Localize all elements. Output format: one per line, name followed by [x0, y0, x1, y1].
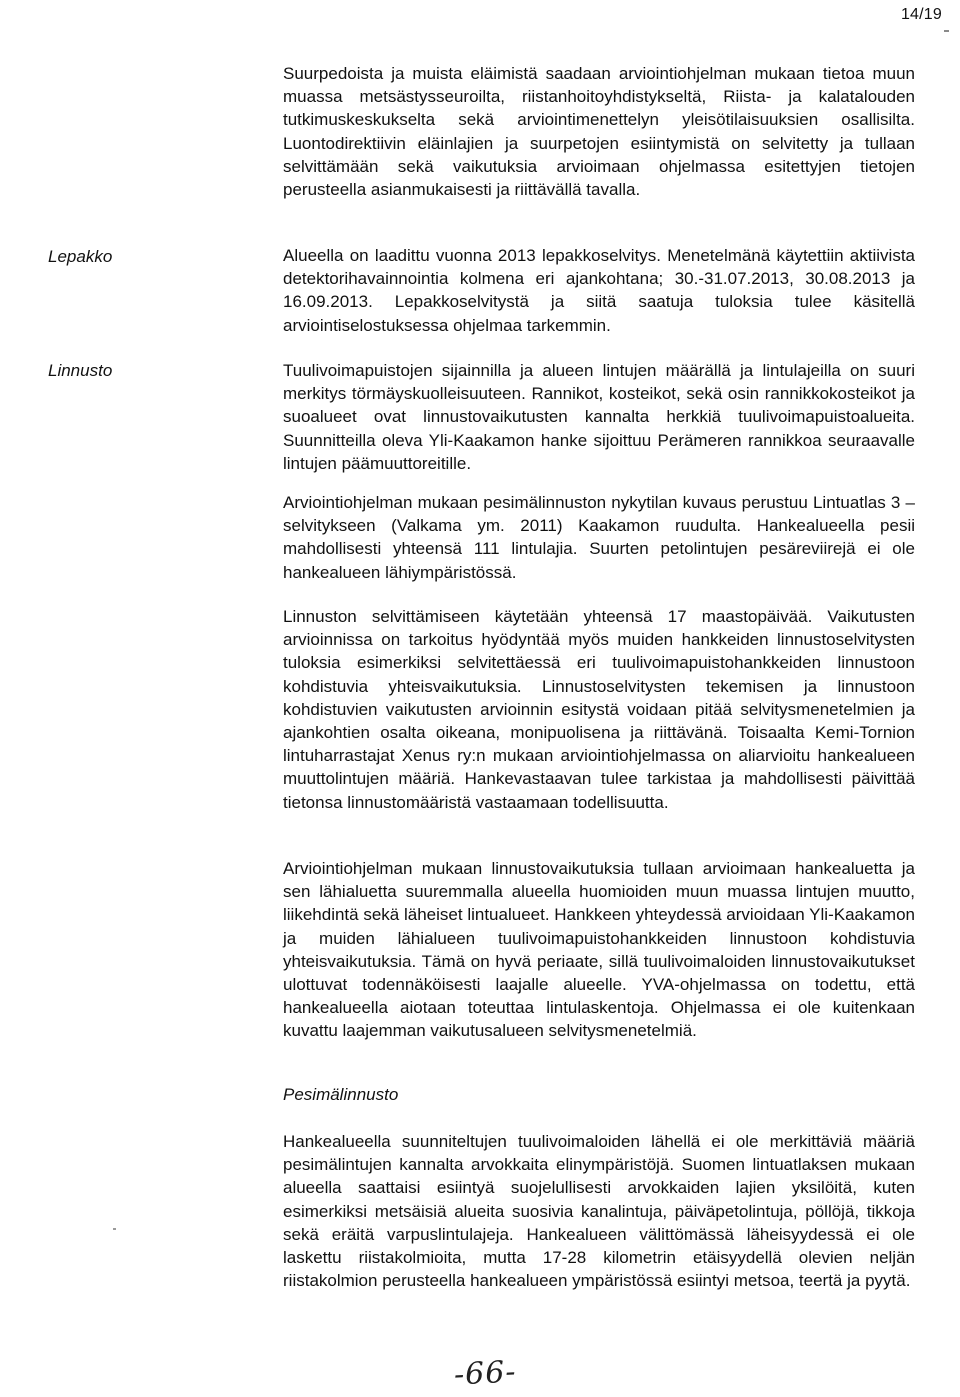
scan-mark — [944, 30, 949, 32]
page-number: 14/19 — [900, 6, 942, 23]
subheading-breeding-birds: Pesimälinnusto — [283, 1085, 399, 1104]
scan-speck — [113, 1228, 116, 1230]
paragraph-bats: Alueella on laadittu vuonna 2013 lepakkoselvitys. Menetelmänä käytettiin aktiivista detektorihavainnointia kolmena eri ajankohtana; 30.-31.07.2013, 30.08.2013 ja 16.09.2013. Lepakkoselvitystä ja siitä saatuja tuloksia tulee käsitellä arviointiselostuksessa ohjelmaa tarkemmin. — [283, 246, 915, 335]
paragraph-birds-4: Arviointiohjelman mukaan linnustovaikutuksia tullaan arvioimaan hankealuetta ja sen lähialuetta suuremmalla alueella huomioiden muun muassa lintujen muutto, liikehdintä sekä läheiset lintualueet. Hankkeen yhteydessä arvioidaan Yli-Kaakamon ja muiden lähialueen tuulivoimapuistohankkeiden linnustoon kohdistuvia yhteisvaikutuksia. Tämä on hyvä periaate, sillä tuulivoimaloiden linnustovaikutukset ulottuvat todennäköisesti laajalle alueelle. YVA-ohjelmassa on todettu, että hankealueella aiotaan toteuttaa lintulaskentoja. Ohjelmassa ei ole kuitenkaan kuvattu laajemman vaikutusalueen selvitysmenetelmiä. — [283, 859, 915, 1041]
paragraph-breeding-birds: Hankealueella suunniteltujen tuulivoimaloiden lähellä ei ole merkittäviä määriä pesimälintujen kannalta arvokkaita elinympäristöjä. Suomen lintuatlaksen mukaan alueella saattaisi esiintyä suojelullisesti arvokkaiden lajien yksilöitä, kuten esimerkiksi metsäisiä alueita suosivia kanalintuja, päiväpetolintuja, pöllöjä, tikkoja sekä eräitä varpuslintulajeja. Hankealueen välittömässä läheisyydessä ei ole laskettu riistakolmioita, mutta 17-28 kilometrin etäisyydellä olevien neljän riistakolmion perusteella hankealueen ympäristössä esiintyi metsoa, teertä ja pyytä. — [283, 1132, 915, 1291]
paragraph-birds-2: Arviointiohjelman mukaan pesimälinnuston nykytilan kuvaus perustuu Lintuatlas 3 –selvitykseen (Valkama ym. 2011) Kaakamon ruudulta. Hankealueella pesii mahdollisesti yhteensä 111 lintulajia. Suurten petolintujen pesäreviirejä ei ole hankealueen lähiympäristössä. — [283, 493, 915, 582]
paragraph-intro: Suurpedoista ja muista eläimistä saadaan arviointiohjelman mukaan tietoa muun muassa metsästysseuroilta, riistanhoitoyhdistykseltä, Riista- ja kalatalouden tutkimuskeskukselta sekä arviointimenettelyn yleisötilaisuuksien osallisilta. Luontodirektiivin eläinlajien ja suurpetojen esiintymistä on selvitetty ja tullaan selvittämään sekä vaikutuksia arvioimaan ohjelmassa esitettyjen tietojen perusteella asianmukaisesti ja riittävällä tavalla. — [283, 64, 915, 200]
side-label-bats: Lepakko — [48, 247, 113, 266]
paragraph-birds-1: Tuulivoimapuistojen sijainnilla ja alueen lintujen määrällä ja lintulajeilla on suuri merkitys törmäyskuolleisuuteen. Rannikot, kosteikot, sekä osin rannikkokosteikot ja suoalueet ovat linnustovaikutusten kannalta herkkiä tuulivoimapuistoalueita. Suunnitteilla oleva Yli-Kaakamon hanke sijoittuu Perämeren rannikkoa seuraavalle lintujen päämuuttoreitille. — [283, 361, 915, 473]
side-label-birds: Linnusto — [48, 361, 113, 380]
paragraph-birds-3: Linnuston selvittämiseen käytetään yhteensä 17 maastopäivää. Vaikutusten arvioinnissa on tarkoitus hyödyntää myös muiden hankkeiden linnustoselvitysten tuloksia esimerkiksi selvitettäessä eri tuulivoimapuistohankkeiden linnustoon kohdistuvia yhteisvaikutuksia. Linnustoselvitysten tekemisen ja linnustoon kohdistuvien vaikutusten arvioinnin esitystä voidaan pitää selvitysmenetelmien ja ajankohtien osalta oikeana, monipuolisena ja riittävänä. Toisaalta Kemi-Tornion lintuharrastajat Xenus ry:n mukaan arviointiohjelmassa on aliarvioitu hankealueen muuttolintujen määriä. Hankevastaavan tulee tarkistaa ja mahdollisesti päivittää tietonsa linnustomääristä vastaamaan todellisuutta. — [283, 607, 915, 812]
handwritten-page-note: -66- — [453, 1354, 518, 1393]
